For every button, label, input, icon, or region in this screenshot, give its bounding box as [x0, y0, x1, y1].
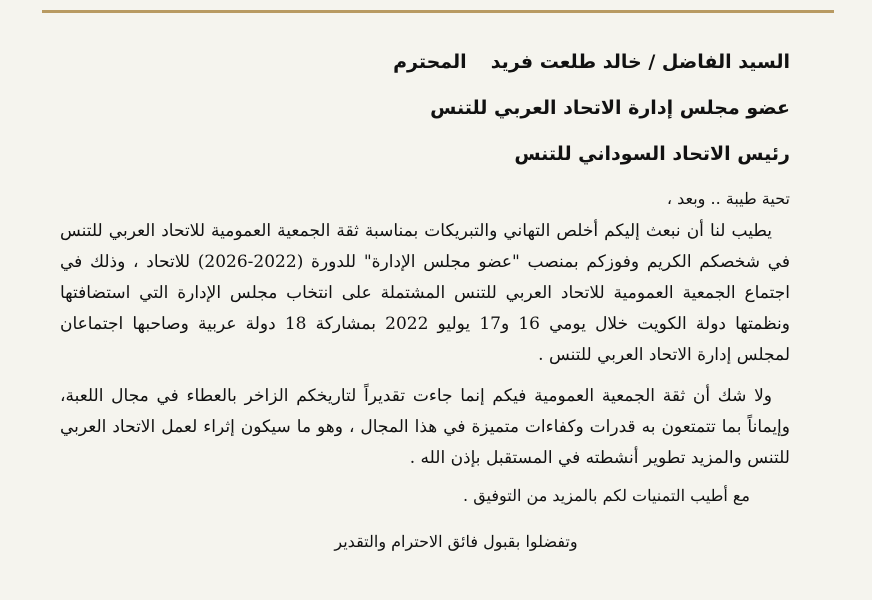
greeting: تحية طيبة .. وبعد ، — [666, 189, 790, 208]
addressee-name: السيد الفاضل / خالد طلعت فريد — [490, 51, 790, 73]
top-border-line — [42, 10, 834, 13]
letter-body — [60, 50, 790, 508]
addressee-title-1: عضو مجلس إدارة الاتحاد العربي للتنس — [430, 97, 790, 119]
paragraph-2: ولا شك أن ثقة الجمعية العمومية فيكم إنما جاءت تقديراً لتاريخكم الزاخر بالعطاء في مجال اللعبة، وإيماناً بما تتمتعون به قدرات وكفاءات متميزة في هذا المجال ، وهو ما سيكون إثراء لعمل الاتحاد العربي للتنس والمزيد تطوير أنشطته في المستقبل بإذن الله . — [60, 386, 790, 468]
addressee-line — [60, 50, 790, 74]
addressee-honorific: المحترم — [393, 51, 467, 73]
paragraph-1: يطيب لنا أن نبعث إليكم أخلص التهاني والتبريكات بمناسبة ثقة الجمعية العمومية للاتحاد العربي للتنس في شخصكم الكريم وفوزكم بمنصب "عضو مجلس الإدارة" للدورة (2022-2026) للاتحاد ، وذلك في اجتماع الجمعية العمومية للاتحاد العربي للتنس المشتملة على انتخاب مجلس الإدارة التي استضافتها ونظمتها دولة الكويت خلال يومي 16 و17 يوليو 2022 بمشاركة 18 دولة عربية وصاحبها اجتماعان لمجلس إدارة الاتحاد العربي للتنس . — [60, 221, 790, 365]
closing-line: مع أطيب التمنيات لكم بالمزيد من التوفيق . — [463, 486, 750, 505]
signoff-line: وتفضلوا بقبول فائق الاحترام والتقدير — [334, 532, 578, 551]
addressee-title-2: رئيس الاتحاد السوداني للتنس — [514, 143, 790, 165]
